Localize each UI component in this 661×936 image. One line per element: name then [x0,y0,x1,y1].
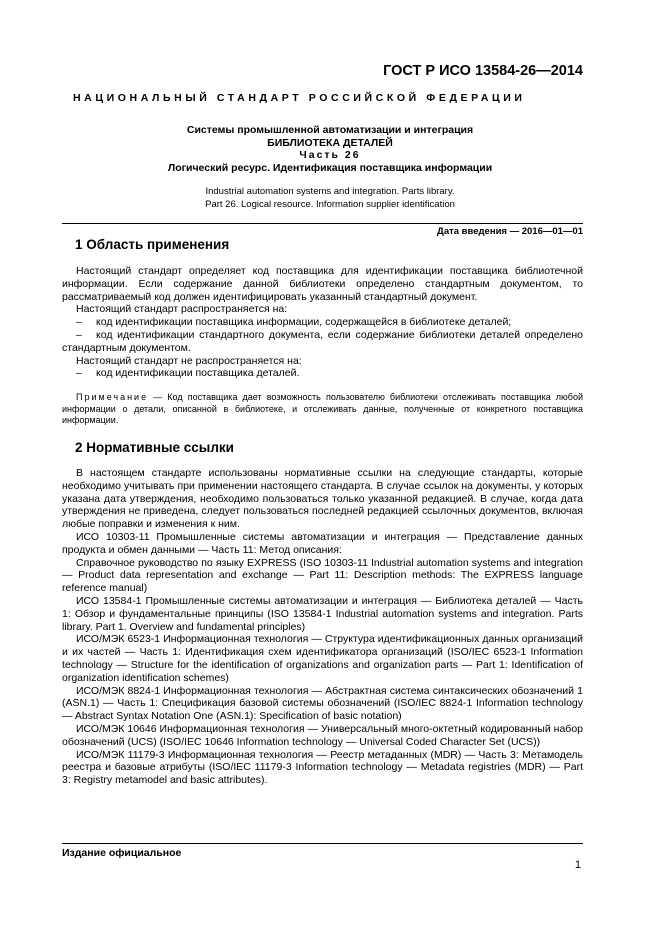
document-title [60,124,600,174]
note-lead: Примечание [76,392,149,403]
list-item-text: код идентификации стандартного документа, если содержание библиотеки деталей определено стандартным документом. [62,328,583,354]
effective-date: Дата введения — 2016—01—01 [437,226,583,237]
section-2-heading: 2 Нормативные ссылки [75,440,234,455]
reference-item: ИСО/МЭК 11179-3 Информационная технология — Реестр метаданных (MDR) — Часть 3: Метамодель реестра и базовые атрибуты (ISO/IEC 11179-3 Information technology — Metadata registries (MDR) — Part 3: Registry metamodel and basic attributes). [62,748,583,787]
paragraph: Настоящий стандарт распространяется на: [76,303,288,316]
note-text: — Код поставщика дает возможность пользователю библиотеки отслеживать поставщика любой информации о детали, описанной в библиотеке, и отслеживать данные, полученные от конкретного поставщика информации. [62,392,583,426]
section-1-body [62,265,583,427]
official-edition-label: Издание официальное [62,847,182,859]
english-title-line-2: Part 26. Logical resource. Information supplier identification [205,198,455,210]
reference-item: ИСО/МЭК 10646 Информационная технология — Универсальный много-октетный кодированный набор обозначений (UCS) (ISO/IEC 10646 Information technology — Universal Coded Character Set (UCS)) [62,722,583,748]
title-line-1: Системы промышленной автоматизации и интеграция [186,124,474,136]
paragraph: Настоящий стандарт не распространяется на: [76,354,302,367]
list-item: – код идентификации поставщика информации, содержащейся в библиотеке деталей; [76,316,512,329]
header-divider [62,223,583,224]
section-1-heading: 1 Область применения [75,237,230,252]
reference-item: ИСО 10303-11 Промышленные системы автоматизации и интеграция — Представление данных продукта и обмен данными — Часть 11: Метод описания: [62,530,583,556]
national-standard-banner: НАЦИОНАЛЬНЫЙ СТАНДАРТ РОССИЙСКОЙ ФЕДЕРАЦИИ [73,92,526,104]
page-number: 1 [574,859,581,871]
reference-item: ИСО 13584-1 Промышленные системы автоматизации и интеграция — Библиотека деталей — Часть 1: Обзор и фундаментальные принципы (ISO 13584-1 Industrial automation systems and integration. Parts library. Part 1. Overview and fundamental principles) [62,594,583,633]
reference-item: ИСО/МЭК 6523-1 Информационная технология — Структура идентификационных данных организаций и их частей — Часть 1: Идентификация схем идентификатора организаций (ISO/IEC 6523-1 Information technology — Structure for the identification of organizations and organization parts — Part 1: Identification of organization identification schemes) [62,633,583,684]
list-item-text: код идентификации поставщика деталей. [96,367,300,380]
english-title-line-1: Industrial automation systems and integration. Parts library. [205,186,455,197]
section-2-body [62,467,583,787]
title-line-2: БИБЛИОТЕКА ДЕТАЛЕЙ [267,136,393,149]
note [62,392,583,427]
title-part: Часть 26 [299,149,361,161]
paragraph: Настоящий стандарт определяет код поставщика для идентификации поставщика библиотечной информации. Если содержание данной библиотеки определено стандартным документом, то рассматриваемый код должен идентифицировать указанный стандартный документ. [62,265,583,303]
list-item: – код идентификации поставщика деталей. [76,367,300,380]
list-item: – код идентификации стандартного документа, если содержание библиотеки деталей определено стандартным документом. [62,328,583,354]
gost-code: ГОСТ Р ИСО 13584-26—2014 [383,63,583,79]
reference-item: ИСО/МЭК 8824-1 Информационная технология — Абстрактная система синтаксических обозначений 1 (ASN.1) — Часть 1: Спецификация базовой системы обозначений (ISO/IEC 8824-1 Information technology — Abstract Syntax Notation One (ASN.1): Specification of basic notation) [62,684,583,723]
footer-divider [62,843,583,844]
reference-item: Справочное руководство по языку EXPRESS (ISO 10303-11 Industrial automation systems and integration — Product data representation and exchange — Part 11: Description methods: The EXPRESS language reference manual) [62,556,583,595]
paragraph: В настоящем стандарте использованы нормативные ссылки на следующие стандарты, которые необходимо учитывать при применении настоящего стандарта. В случае ссылок на документы, у которых указана дата утверждения, необходимо пользоваться только указанной редакцией. В случае, когда дата утверждения не приведена, следует пользоваться последней редакцией ссылочных документов, включая любые поправки и изменения к ним. [62,467,583,531]
english-title [60,186,600,211]
title-line-4: Логический ресурс. Идентификация поставщика информации [167,161,493,174]
list-item-text: код идентификации поставщика информации, содержащейся в библиотеке деталей; [96,316,512,329]
